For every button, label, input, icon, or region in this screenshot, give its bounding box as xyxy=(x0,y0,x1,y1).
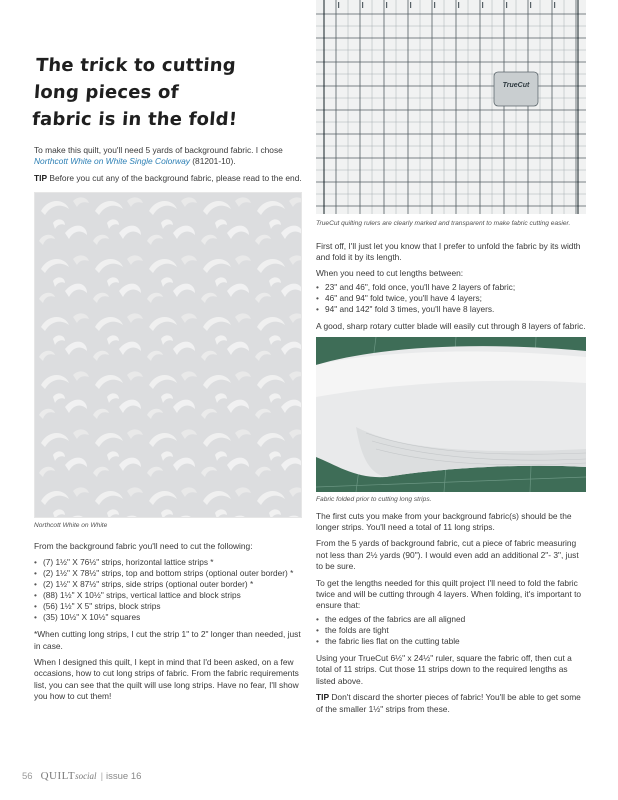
intro-paragraph: To make this quilt, you'll need 5 yards of background fabric. I chose Northcott White on White Single Colorway (81201-10). xyxy=(34,145,283,167)
left-column xyxy=(31,52,302,708)
ruler-photo-caption: TrueCut quilting rulers are clearly marked and transparent to make fabric cutting easier. xyxy=(316,220,571,227)
fabric-swirl-pattern xyxy=(35,193,302,518)
tip-label: TIP xyxy=(34,172,48,183)
tip-paragraph-2: TIP Don't discard the shorter pieces of fabric! You'll be able to get some of the smaller 1½" strips from these. xyxy=(316,692,581,714)
list-item: • (56) 1½" X 5" strips, block strips xyxy=(34,601,302,612)
cutting-note: *When cutting long strips, I cut the strip 1" to 2" longer than needed, just in case. xyxy=(34,629,301,651)
list-item: • the edges of the fabrics are all aligned xyxy=(316,614,586,625)
right-paragraph-1: First off, I'll just let you know that I prefer to unfold the fabric by its width and fold it by its length. xyxy=(316,240,581,262)
fabric-link[interactable]: Northcott White on White Single Colorway xyxy=(34,156,190,167)
list-item: • (35) 10½" X 10½" squares xyxy=(34,612,302,623)
list-item: • (7) 1½" X 76½" strips, horizontal lattice strips * xyxy=(34,557,302,568)
right-paragraph-6: To get the lengths needed for this quilt project I'll need to fold the fabric twice and will be cutting through 4 layers. When folding, it's important to ensure that: xyxy=(316,577,582,611)
tip-paragraph-1: TIP Before you cut any of the background fabric, please read to the end. xyxy=(34,172,302,183)
right-column xyxy=(316,0,586,720)
ruler-brand-label: TrueCut xyxy=(502,82,530,89)
right-paragraph-4: The first cuts you make from your background fabric(s) should be the longer strips. You'll need a total of 11 long strips. xyxy=(316,510,572,533)
fold-list xyxy=(316,282,586,315)
list-item: • the fabric lies flat on the cutting table xyxy=(316,636,586,647)
headline xyxy=(31,52,305,133)
list-item: • the folds are tight xyxy=(316,625,586,636)
list-item: • 23" and 46", fold once, you'll have 2 layers of fabric; xyxy=(316,282,586,293)
folded-fabric-illustration xyxy=(316,337,586,492)
cut-list-lead: From the background fabric you'll need to cut the following: xyxy=(34,540,253,551)
headline-line-3: fabric is in the fold! xyxy=(31,109,238,130)
right-paragraph-7: Using your TrueCut 6½" x 24½" ruler, square the fabric off, then cut a total of 11 strips. Cut those 11 strips down to the required lengths as listed above. xyxy=(316,652,572,686)
list-item: • (2) 1½" X 87½" strips, side strips (optional outer border) * xyxy=(34,579,302,590)
issue-label: issue 16 xyxy=(106,771,142,782)
ruler-photo xyxy=(316,0,586,214)
list-item: • 94" and 142" fold 3 times, you'll have 8 layers. xyxy=(316,304,586,315)
right-paragraph-3: A good, sharp rotary cutter blade will easily cut through 8 layers of fabric. xyxy=(316,320,586,331)
brand-logo-main: QUILT xyxy=(40,770,76,782)
tip-label: TIP xyxy=(316,692,330,703)
fabric-photo-caption: Northcott White on White xyxy=(34,522,108,530)
page-number: 56 xyxy=(22,771,33,782)
ruler-illustration xyxy=(316,0,586,214)
fold-photo-caption: Fabric folded prior to cutting long strips. xyxy=(316,496,432,504)
list-item: • (2) 1½" X 78½" strips, top and bottom strips (optional outer border) * xyxy=(34,568,302,579)
footer-separator: | xyxy=(100,771,104,782)
folded-fabric-photo xyxy=(316,337,586,492)
list-item: • (88) 1½" X 10½" strips, vertical lattice and block strips xyxy=(34,590,302,601)
white-fabric-photo xyxy=(34,192,302,518)
page-footer xyxy=(22,770,141,784)
list-item: • 46" and 94" fold twice, you'll have 4 layers; xyxy=(316,293,586,304)
cut-list xyxy=(34,557,302,623)
right-paragraph-5: From the 5 yards of background fabric, cut a piece of fabric measuring not less than 2½ yards (90"). I would even add an additional 2"- 3", just to be sure. xyxy=(316,538,579,572)
left-closing-paragraph: When I designed this quilt, I kept in mind that I'd been asked, on a few occasions, how to cut long strips of fabric. From the fabric requirements list, you can see that the quilt will use long strips. Have no fear, I'll show you how to cut them! xyxy=(34,656,299,702)
fold-check-list xyxy=(316,614,586,647)
right-paragraph-2: When you need to cut lengths between: xyxy=(316,268,464,279)
brand-logo-script: social xyxy=(75,771,97,781)
headline-line-1: The trick to cutting xyxy=(35,55,237,76)
headline-line-2: long pieces of xyxy=(33,82,180,103)
